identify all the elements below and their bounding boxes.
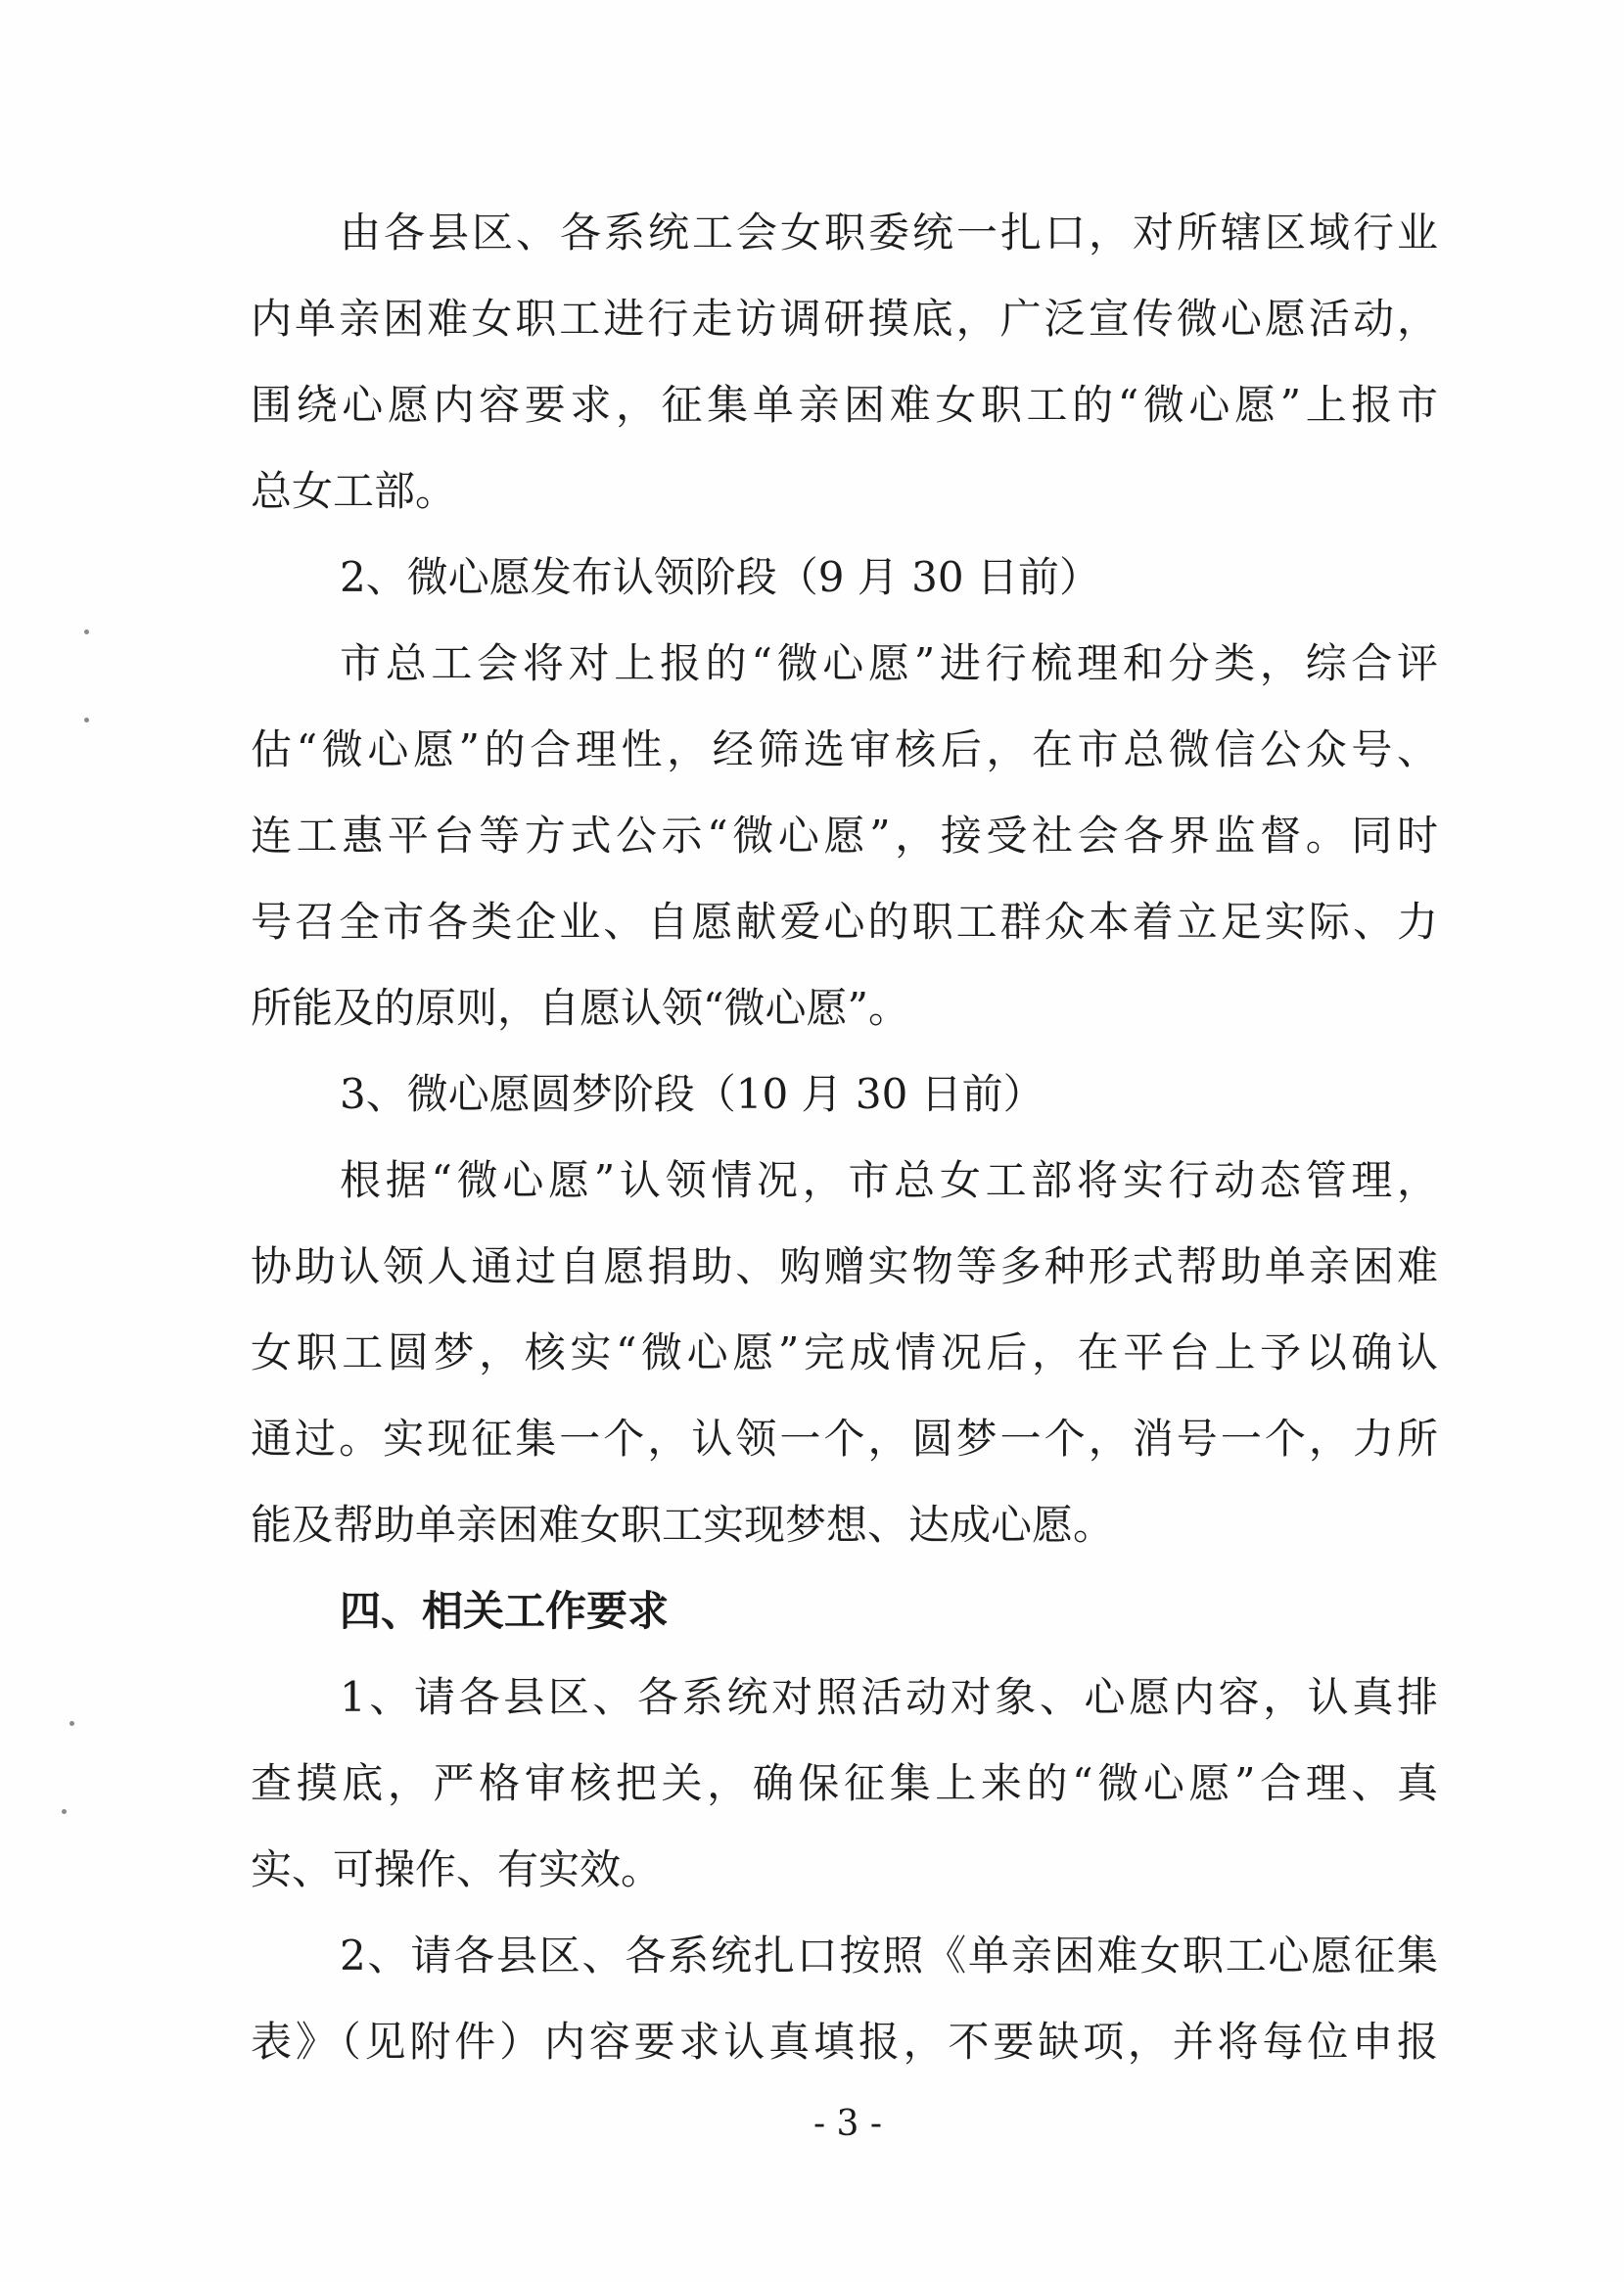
scan-speck — [84, 629, 89, 634]
page-number: - 3 - — [812, 2104, 883, 2144]
body-line: 内单亲困难女职工进行走访调研摸底，广泛宣传微心愿活动， — [251, 295, 1438, 343]
body-line: 总女工部。 — [251, 467, 457, 515]
body-line: 由各县区、各系统工会女职委统一扎口，对所辖区域行业 — [340, 209, 1438, 256]
body-line: 表》（见附件）内容要求认真填报，不要缺项，并将每位申报 — [251, 2018, 1438, 2066]
body-line: 协助认领人通过自愿捐助、购赠实物等多种形式帮助单亲困难 — [251, 1242, 1438, 1290]
body-line: 围绕心愿内容要求，征集单亲困难女职工的“微心愿”上报市 — [251, 381, 1438, 429]
scan-speck — [62, 1809, 67, 1814]
body-line: 查摸底，严格审核把关，确保征集上来的“微心愿”合理、真 — [251, 1759, 1438, 1807]
section-heading: 四、相关工作要求 — [340, 1587, 670, 1635]
body-line: 1、请各县区、各系统对照活动对象、心愿内容，认真排 — [340, 1673, 1438, 1721]
body-line: 市总工会将对上报的“微心愿”进行梳理和分类，综合评 — [340, 639, 1438, 687]
subsection-heading: 3、微心愿圆梦阶段（10 月 30 日前） — [340, 1070, 1044, 1118]
body-line: 号召全市各类企业、自愿献爱心的职工群众本着立足实际、力 — [251, 898, 1438, 946]
body-line: 根据“微心愿”认领情况，市总女工部将实行动态管理， — [340, 1156, 1438, 1204]
body-line: 实、可操作、有实效。 — [251, 1845, 663, 1893]
body-line: 所能及的原则，自愿认领“微心愿”。 — [251, 984, 909, 1032]
body-line: 女职工圆梦，核实“微心愿”完成情况后，在平台上予以确认 — [251, 1328, 1438, 1376]
body-line: 估“微心愿”的合理性，经筛选审核后，在市总微信公众号、 — [251, 725, 1438, 773]
scan-speck — [70, 1721, 74, 1726]
document-body — [251, 190, 1438, 2085]
body-line: 能及帮助单亲困难女职工实现梦想、达成心愿。 — [251, 1501, 1115, 1549]
body-line: 2、请各县区、各系统扎口按照《单亲困难女职工心愿征集 — [340, 1932, 1438, 1979]
scan-speck — [84, 718, 89, 722]
subsection-heading: 2、微心愿发布认领阶段（9 月 30 日前） — [340, 553, 1100, 601]
body-line: 通过。实现征集一个，认领一个，圆梦一个，消号一个，力所 — [251, 1415, 1438, 1463]
body-line: 连工惠平台等方式公示“微心愿”，接受社会各界监督。同时 — [251, 812, 1438, 860]
